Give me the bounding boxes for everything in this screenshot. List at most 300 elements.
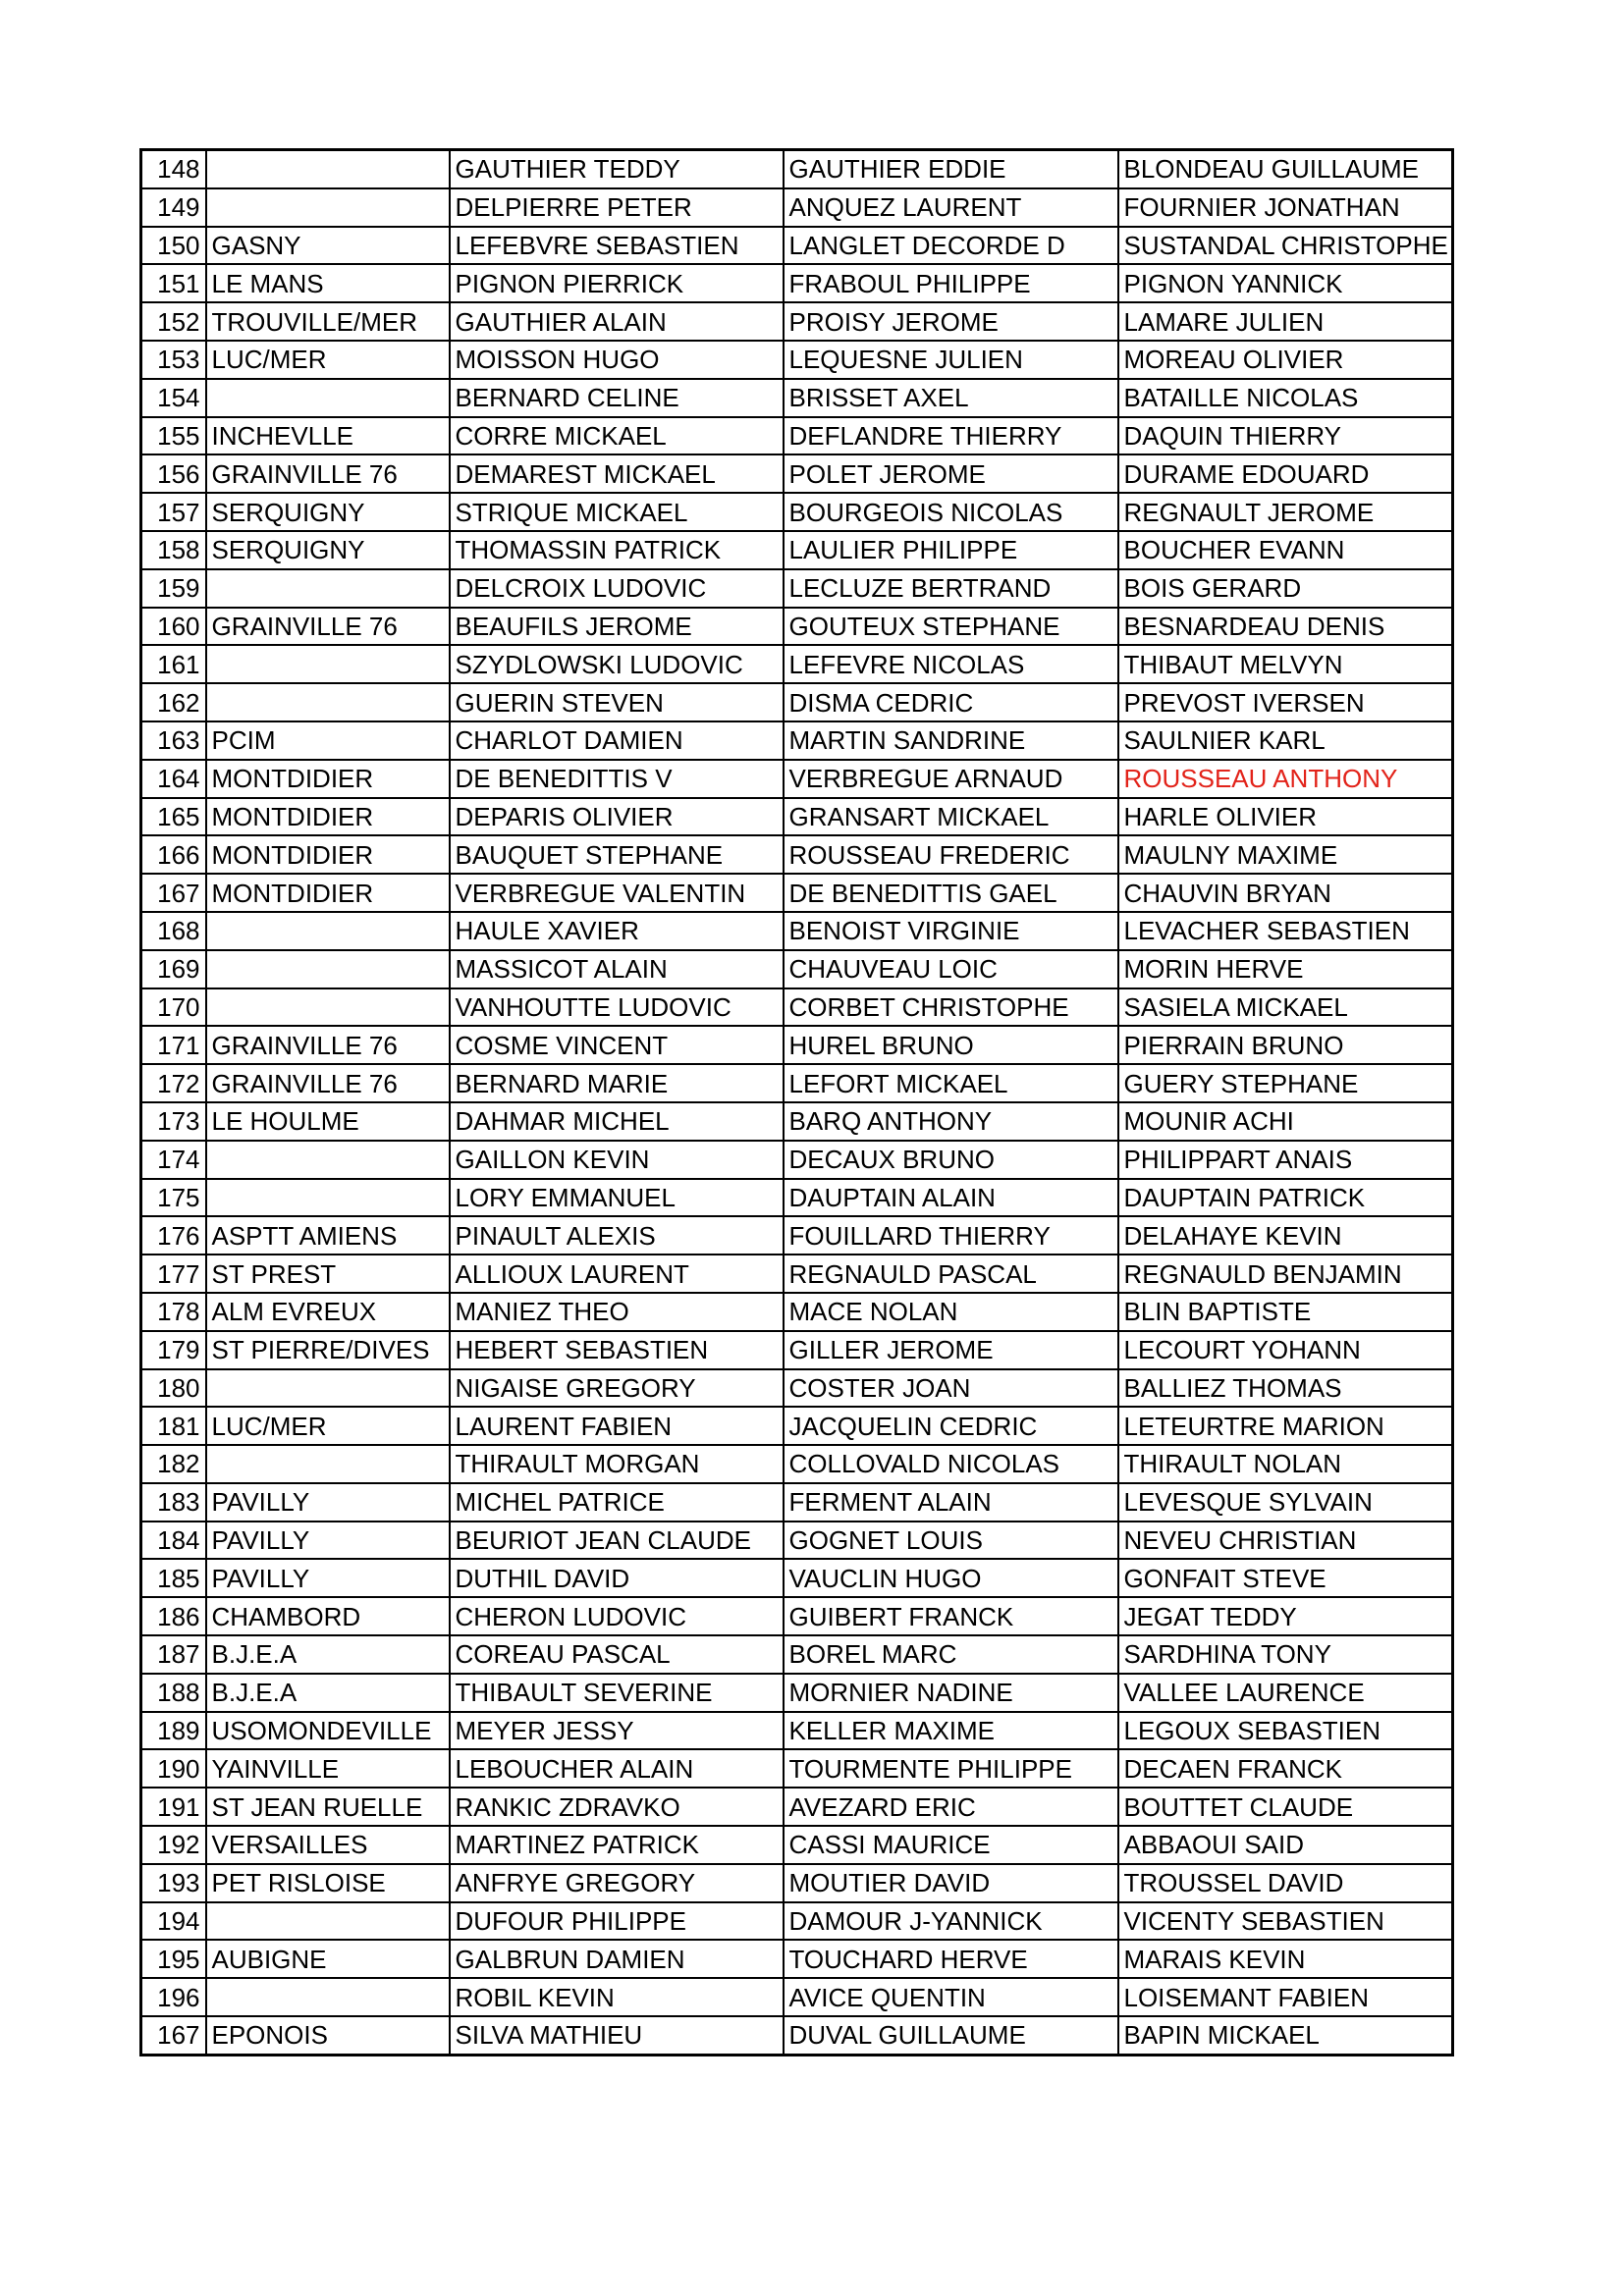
player-1-cell: MICHEL PATRICE xyxy=(450,1483,784,1522)
team-number-cell: 193 xyxy=(141,1864,206,1902)
team-number-cell: 181 xyxy=(141,1407,206,1445)
player-3-cell: BATAILLE NICOLAS xyxy=(1118,379,1453,417)
club-cell xyxy=(206,1141,450,1179)
club-cell: EPONOIS xyxy=(206,2016,450,2055)
player-3-cell: LEVESQUE SYLVAIN xyxy=(1118,1483,1453,1522)
player-3-cell: MORIN HERVE xyxy=(1118,950,1453,988)
club-cell: ASPTT AMIENS xyxy=(206,1216,450,1255)
team-number-cell: 148 xyxy=(141,150,206,188)
player-2-cell: HUREL BRUNO xyxy=(784,1026,1118,1064)
player-3-cell: PHILIPPART ANAIS xyxy=(1118,1141,1453,1179)
player-1-cell: ALLIOUX LAURENT xyxy=(450,1255,784,1293)
club-cell: GASNY xyxy=(206,227,450,265)
player-2-cell: FOUILLARD THIERRY xyxy=(784,1216,1118,1255)
player-3-cell: LEGOUX SEBASTIEN xyxy=(1118,1712,1453,1750)
player-1-cell: SZYDLOWSKI LUDOVIC xyxy=(450,645,784,683)
player-3-cell: LEVACHER SEBASTIEN xyxy=(1118,912,1453,950)
team-number-cell: 164 xyxy=(141,760,206,798)
table-row xyxy=(141,683,1453,721)
club-cell: ST JEAN RUELLE xyxy=(206,1788,450,1826)
team-number-cell: 184 xyxy=(141,1522,206,1560)
player-1-cell: HAULE XAVIER xyxy=(450,912,784,950)
player-2-cell: COLLOVALD NICOLAS xyxy=(784,1445,1118,1483)
club-cell xyxy=(206,188,450,227)
player-3-cell: VICENTY SEBASTIEN xyxy=(1118,1902,1453,1941)
player-2-cell: COSTER JOAN xyxy=(784,1369,1118,1408)
club-cell: MONTDIDIER xyxy=(206,760,450,798)
player-2-cell: TOURMENTE PHILIPPE xyxy=(784,1749,1118,1788)
team-number-cell: 150 xyxy=(141,227,206,265)
club-cell: GRAINVILLE 76 xyxy=(206,1026,450,1064)
table-row xyxy=(141,1522,1453,1560)
table-row xyxy=(141,950,1453,988)
player-2-cell: DECAUX BRUNO xyxy=(784,1141,1118,1179)
player-2-cell: BOURGEOIS NICOLAS xyxy=(784,493,1118,531)
club-cell: LUC/MER xyxy=(206,1407,450,1445)
club-cell xyxy=(206,1369,450,1408)
player-1-cell: DUFOUR PHILIPPE xyxy=(450,1902,784,1941)
table-row xyxy=(141,341,1453,379)
club-cell: VERSAILLES xyxy=(206,1826,450,1864)
player-2-cell: ANQUEZ LAURENT xyxy=(784,188,1118,227)
player-3-cell: MOREAU OLIVIER xyxy=(1118,341,1453,379)
player-3-cell: BLIN BAPTISTE xyxy=(1118,1293,1453,1331)
player-2-cell: ROUSSEAU FREDERIC xyxy=(784,835,1118,874)
player-3-cell: FOURNIER JONATHAN xyxy=(1118,188,1453,227)
player-2-cell: LEFEVRE NICOLAS xyxy=(784,645,1118,683)
player-3-cell: LECOURT YOHANN xyxy=(1118,1331,1453,1369)
club-cell: MONTDIDIER xyxy=(206,835,450,874)
team-number-cell: 191 xyxy=(141,1788,206,1826)
table-row xyxy=(141,1635,1453,1674)
team-number-cell: 158 xyxy=(141,531,206,569)
club-cell: PAVILLY xyxy=(206,1559,450,1597)
player-1-cell: ROBIL KEVIN xyxy=(450,1978,784,2016)
table-row xyxy=(141,645,1453,683)
player-2-cell: DISMA CEDRIC xyxy=(784,683,1118,721)
player-1-cell: LAURENT FABIEN xyxy=(450,1407,784,1445)
club-cell: PCIM xyxy=(206,721,450,760)
player-3-cell: BOIS GERARD xyxy=(1118,569,1453,608)
player-1-cell: RANKIC ZDRAVKO xyxy=(450,1788,784,1826)
player-2-cell: PROISY JEROME xyxy=(784,302,1118,341)
team-number-cell: 154 xyxy=(141,379,206,417)
player-1-cell: MASSICOT ALAIN xyxy=(450,950,784,988)
player-1-cell: VERBREGUE VALENTIN xyxy=(450,874,784,912)
player-2-cell: GRANSART MICKAEL xyxy=(784,798,1118,836)
team-number-cell: 190 xyxy=(141,1749,206,1788)
club-cell xyxy=(206,988,450,1027)
club-cell xyxy=(206,645,450,683)
player-2-cell: GILLER JEROME xyxy=(784,1331,1118,1369)
table-row xyxy=(141,1597,1453,1635)
player-2-cell: DEFLANDRE THIERRY xyxy=(784,417,1118,455)
table-row xyxy=(141,264,1453,302)
club-cell: USOMONDEVILLE xyxy=(206,1712,450,1750)
club-cell xyxy=(206,1902,450,1941)
player-3-cell: DAQUIN THIERRY xyxy=(1118,417,1453,455)
club-cell: MONTDIDIER xyxy=(206,874,450,912)
player-1-cell: DELPIERRE PETER xyxy=(450,188,784,227)
player-1-cell: BERNARD CELINE xyxy=(450,379,784,417)
player-1-cell: DE BENEDITTIS V xyxy=(450,760,784,798)
player-2-cell: BOREL MARC xyxy=(784,1635,1118,1674)
player-2-cell: GOUTEUX STEPHANE xyxy=(784,608,1118,646)
team-number-cell: 173 xyxy=(141,1102,206,1141)
team-number-cell: 194 xyxy=(141,1902,206,1941)
player-1-cell: LORY EMMANUEL xyxy=(450,1179,784,1217)
player-1-cell: THIBAULT SEVERINE xyxy=(450,1674,784,1712)
player-3-cell: DURAME EDOUARD xyxy=(1118,454,1453,493)
player-3-cell: GONFAIT STEVE xyxy=(1118,1559,1453,1597)
player-1-cell: MOISSON HUGO xyxy=(450,341,784,379)
player-1-cell: HEBERT SEBASTIEN xyxy=(450,1331,784,1369)
player-3-cell: LETEURTRE MARION xyxy=(1118,1407,1453,1445)
table-row xyxy=(141,1331,1453,1369)
player-2-cell: BENOIST VIRGINIE xyxy=(784,912,1118,950)
club-cell xyxy=(206,1445,450,1483)
player-2-cell: MARTIN SANDRINE xyxy=(784,721,1118,760)
player-1-cell: MARTINEZ PATRICK xyxy=(450,1826,784,1864)
player-1-cell: DEPARIS OLIVIER xyxy=(450,798,784,836)
table-row xyxy=(141,988,1453,1027)
club-cell: GRAINVILLE 76 xyxy=(206,454,450,493)
player-3-cell: NEVEU CHRISTIAN xyxy=(1118,1522,1453,1560)
player-1-cell: BEAUFILS JEROME xyxy=(450,608,784,646)
table-row xyxy=(141,1978,1453,2016)
table-row xyxy=(141,1293,1453,1331)
team-number-cell: 156 xyxy=(141,454,206,493)
table-row xyxy=(141,493,1453,531)
player-3-cell: THIBAUT MELVYN xyxy=(1118,645,1453,683)
club-cell: INCHEVLLE xyxy=(206,417,450,455)
table-row xyxy=(141,798,1453,836)
player-1-cell: CORRE MICKAEL xyxy=(450,417,784,455)
player-3-cell: SASIELA MICKAEL xyxy=(1118,988,1453,1027)
table-row xyxy=(141,1483,1453,1522)
player-3-cell: CHAUVIN BRYAN xyxy=(1118,874,1453,912)
player-3-cell: LOISEMANT FABIEN xyxy=(1118,1978,1453,2016)
player-2-cell: LEFORT MICKAEL xyxy=(784,1064,1118,1102)
player-2-cell: MORNIER NADINE xyxy=(784,1674,1118,1712)
player-1-cell: THIRAULT MORGAN xyxy=(450,1445,784,1483)
player-2-cell: LAULIER PHILIPPE xyxy=(784,531,1118,569)
team-number-cell: 163 xyxy=(141,721,206,760)
player-3-cell: DELAHAYE KEVIN xyxy=(1118,1216,1453,1255)
player-3-cell: PREVOST IVERSEN xyxy=(1118,683,1453,721)
club-cell: SERQUIGNY xyxy=(206,531,450,569)
team-number-cell: 168 xyxy=(141,912,206,950)
player-3-cell: BAPIN MICKAEL xyxy=(1118,2016,1453,2055)
player-3-cell: GUERY STEPHANE xyxy=(1118,1064,1453,1102)
player-2-cell: TOUCHARD HERVE xyxy=(784,1940,1118,1978)
player-2-cell: CHAUVEAU LOIC xyxy=(784,950,1118,988)
team-number-cell: 167 xyxy=(141,2016,206,2055)
table-row xyxy=(141,1026,1453,1064)
table-row xyxy=(141,912,1453,950)
player-1-cell: BEURIOT JEAN CLAUDE xyxy=(450,1522,784,1560)
player-2-cell: DUVAL GUILLAUME xyxy=(784,2016,1118,2055)
player-1-cell: CHERON LUDOVIC xyxy=(450,1597,784,1635)
table-row xyxy=(141,1902,1453,1941)
team-number-cell: 159 xyxy=(141,569,206,608)
player-3-cell: PIERRAIN BRUNO xyxy=(1118,1026,1453,1064)
player-3-cell: DECAEN FRANCK xyxy=(1118,1749,1453,1788)
club-cell: PAVILLY xyxy=(206,1483,450,1522)
team-number-cell: 161 xyxy=(141,645,206,683)
player-2-cell: AVICE QUENTIN xyxy=(784,1978,1118,2016)
club-cell: LE MANS xyxy=(206,264,450,302)
team-number-cell: 149 xyxy=(141,188,206,227)
table-row xyxy=(141,608,1453,646)
registration-table xyxy=(139,148,1454,2056)
table-row xyxy=(141,721,1453,760)
player-2-cell: POLET JEROME xyxy=(784,454,1118,493)
team-number-cell: 152 xyxy=(141,302,206,341)
player-1-cell: NIGAISE GREGORY xyxy=(450,1369,784,1408)
team-number-cell: 155 xyxy=(141,417,206,455)
table-row xyxy=(141,1216,1453,1255)
team-number-cell: 162 xyxy=(141,683,206,721)
player-1-cell: DELCROIX LUDOVIC xyxy=(450,569,784,608)
player-1-cell: STRIQUE MICKAEL xyxy=(450,493,784,531)
player-1-cell: LEBOUCHER ALAIN xyxy=(450,1749,784,1788)
player-3-cell: DAUPTAIN PATRICK xyxy=(1118,1179,1453,1217)
table-row xyxy=(141,1864,1453,1902)
player-3-cell: MAULNY MAXIME xyxy=(1118,835,1453,874)
player-1-cell: DEMAREST MICKAEL xyxy=(450,454,784,493)
player-2-cell: VERBREGUE ARNAUD xyxy=(784,760,1118,798)
player-3-cell: MARAIS KEVIN xyxy=(1118,1940,1453,1978)
team-number-cell: 153 xyxy=(141,341,206,379)
table-row xyxy=(141,1102,1453,1141)
table-row xyxy=(141,531,1453,569)
team-number-cell: 187 xyxy=(141,1635,206,1674)
table-row xyxy=(141,1445,1453,1483)
player-3-cell: ROUSSEAU ANTHONY xyxy=(1118,760,1453,798)
club-cell: GRAINVILLE 76 xyxy=(206,1064,450,1102)
club-cell: GRAINVILLE 76 xyxy=(206,608,450,646)
player-1-cell: ANFRYE GREGORY xyxy=(450,1864,784,1902)
player-2-cell: CORBET CHRISTOPHE xyxy=(784,988,1118,1027)
team-number-cell: 183 xyxy=(141,1483,206,1522)
table-row xyxy=(141,1064,1453,1102)
player-3-cell: REGNAULD BENJAMIN xyxy=(1118,1255,1453,1293)
player-3-cell: REGNAULT JEROME xyxy=(1118,493,1453,531)
player-2-cell: CASSI MAURICE xyxy=(784,1826,1118,1864)
team-number-cell: 171 xyxy=(141,1026,206,1064)
player-1-cell: COREAU PASCAL xyxy=(450,1635,784,1674)
club-cell: MONTDIDIER xyxy=(206,798,450,836)
player-2-cell: DAUPTAIN ALAIN xyxy=(784,1179,1118,1217)
player-3-cell: BOUCHER EVANN xyxy=(1118,531,1453,569)
club-cell: LE HOULME xyxy=(206,1102,450,1141)
table-row xyxy=(141,379,1453,417)
table-row xyxy=(141,1749,1453,1788)
table-row xyxy=(141,227,1453,265)
table-row xyxy=(141,302,1453,341)
player-1-cell: SILVA MATHIEU xyxy=(450,2016,784,2055)
player-2-cell: GAUTHIER EDDIE xyxy=(784,150,1118,188)
table-row xyxy=(141,1255,1453,1293)
club-cell: SERQUIGNY xyxy=(206,493,450,531)
table-body xyxy=(141,150,1453,2056)
player-3-cell: SAULNIER KARL xyxy=(1118,721,1453,760)
player-2-cell: JACQUELIN CEDRIC xyxy=(784,1407,1118,1445)
player-1-cell: LEFEBVRE SEBASTIEN xyxy=(450,227,784,265)
team-number-cell: 185 xyxy=(141,1559,206,1597)
player-2-cell: DAMOUR J-YANNICK xyxy=(784,1902,1118,1941)
table-row xyxy=(141,835,1453,874)
player-3-cell: BESNARDEAU DENIS xyxy=(1118,608,1453,646)
player-3-cell: MOUNIR ACHI xyxy=(1118,1102,1453,1141)
player-2-cell: MOUTIER DAVID xyxy=(784,1864,1118,1902)
table-row xyxy=(141,1826,1453,1864)
team-number-cell: 192 xyxy=(141,1826,206,1864)
player-2-cell: LANGLET DECORDE D xyxy=(784,227,1118,265)
player-1-cell: GAUTHIER TEDDY xyxy=(450,150,784,188)
team-number-cell: 170 xyxy=(141,988,206,1027)
team-number-cell: 182 xyxy=(141,1445,206,1483)
player-2-cell: FERMENT ALAIN xyxy=(784,1483,1118,1522)
team-number-cell: 167 xyxy=(141,874,206,912)
table-row xyxy=(141,1407,1453,1445)
club-cell xyxy=(206,1179,450,1217)
player-1-cell: MANIEZ THEO xyxy=(450,1293,784,1331)
team-number-cell: 176 xyxy=(141,1216,206,1255)
club-cell: ST PREST xyxy=(206,1255,450,1293)
player-3-cell: ABBAOUI SAID xyxy=(1118,1826,1453,1864)
team-number-cell: 175 xyxy=(141,1179,206,1217)
player-1-cell: CHARLOT DAMIEN xyxy=(450,721,784,760)
player-2-cell: DE BENEDITTIS GAEL xyxy=(784,874,1118,912)
player-1-cell: BERNARD MARIE xyxy=(450,1064,784,1102)
club-cell xyxy=(206,379,450,417)
table-row xyxy=(141,150,1453,188)
club-cell: B.J.E.A xyxy=(206,1635,450,1674)
player-1-cell: DUTHIL DAVID xyxy=(450,1559,784,1597)
player-3-cell: VALLEE LAURENCE xyxy=(1118,1674,1453,1712)
player-2-cell: REGNAULD PASCAL xyxy=(784,1255,1118,1293)
player-3-cell: THIRAULT NOLAN xyxy=(1118,1445,1453,1483)
player-1-cell: PIGNON PIERRICK xyxy=(450,264,784,302)
table-row xyxy=(141,760,1453,798)
team-number-cell: 186 xyxy=(141,1597,206,1635)
team-number-cell: 160 xyxy=(141,608,206,646)
club-cell xyxy=(206,1978,450,2016)
club-cell: B.J.E.A xyxy=(206,1674,450,1712)
team-number-cell: 189 xyxy=(141,1712,206,1750)
club-cell xyxy=(206,683,450,721)
player-1-cell: COSME VINCENT xyxy=(450,1026,784,1064)
player-3-cell: HARLE OLIVIER xyxy=(1118,798,1453,836)
player-2-cell: LECLUZE BERTRAND xyxy=(784,569,1118,608)
table-row xyxy=(141,1179,1453,1217)
club-cell: PET RISLOISE xyxy=(206,1864,450,1902)
player-1-cell: GAILLON KEVIN xyxy=(450,1141,784,1179)
table-row xyxy=(141,1369,1453,1408)
team-number-cell: 157 xyxy=(141,493,206,531)
club-cell xyxy=(206,950,450,988)
club-cell: CHAMBORD xyxy=(206,1597,450,1635)
player-1-cell: GAUTHIER ALAIN xyxy=(450,302,784,341)
team-number-cell: 151 xyxy=(141,264,206,302)
club-cell: YAINVILLE xyxy=(206,1749,450,1788)
player-3-cell: BOUTTET CLAUDE xyxy=(1118,1788,1453,1826)
club-cell: TROUVILLE/MER xyxy=(206,302,450,341)
team-number-cell: 166 xyxy=(141,835,206,874)
club-cell: LUC/MER xyxy=(206,341,450,379)
player-2-cell: MACE NOLAN xyxy=(784,1293,1118,1331)
player-2-cell: GUIBERT FRANCK xyxy=(784,1597,1118,1635)
club-cell: AUBIGNE xyxy=(206,1940,450,1978)
player-1-cell: PINAULT ALEXIS xyxy=(450,1216,784,1255)
club-cell: PAVILLY xyxy=(206,1522,450,1560)
player-2-cell: KELLER MAXIME xyxy=(784,1712,1118,1750)
table-row xyxy=(141,2016,1453,2055)
table-row xyxy=(141,569,1453,608)
player-1-cell: MEYER JESSY xyxy=(450,1712,784,1750)
player-3-cell: SUSTANDAL CHRISTOPHE xyxy=(1118,227,1453,265)
team-number-cell: 178 xyxy=(141,1293,206,1331)
player-3-cell: BALLIEZ THOMAS xyxy=(1118,1369,1453,1408)
player-1-cell: GALBRUN DAMIEN xyxy=(450,1940,784,1978)
club-cell xyxy=(206,150,450,188)
player-1-cell: DAHMAR MICHEL xyxy=(450,1102,784,1141)
table-row xyxy=(141,1712,1453,1750)
player-2-cell: VAUCLIN HUGO xyxy=(784,1559,1118,1597)
player-2-cell: FRABOUL PHILIPPE xyxy=(784,264,1118,302)
team-number-cell: 174 xyxy=(141,1141,206,1179)
player-2-cell: AVEZARD ERIC xyxy=(784,1788,1118,1826)
table-row xyxy=(141,1559,1453,1597)
club-cell: ST PIERRE/DIVES xyxy=(206,1331,450,1369)
player-1-cell: VANHOUTTE LUDOVIC xyxy=(450,988,784,1027)
club-cell xyxy=(206,569,450,608)
table-row xyxy=(141,454,1453,493)
player-2-cell: LEQUESNE JULIEN xyxy=(784,341,1118,379)
club-cell: ALM EVREUX xyxy=(206,1293,450,1331)
team-number-cell: 172 xyxy=(141,1064,206,1102)
table-row xyxy=(141,1674,1453,1712)
team-number-cell: 188 xyxy=(141,1674,206,1712)
table-row xyxy=(141,874,1453,912)
player-1-cell: GUERIN STEVEN xyxy=(450,683,784,721)
club-cell xyxy=(206,912,450,950)
team-number-cell: 169 xyxy=(141,950,206,988)
player-2-cell: BARQ ANTHONY xyxy=(784,1102,1118,1141)
player-1-cell: THOMASSIN PATRICK xyxy=(450,531,784,569)
player-3-cell: PIGNON YANNICK xyxy=(1118,264,1453,302)
team-number-cell: 180 xyxy=(141,1369,206,1408)
player-3-cell: JEGAT TEDDY xyxy=(1118,1597,1453,1635)
player-1-cell: BAUQUET STEPHANE xyxy=(450,835,784,874)
table-row xyxy=(141,1788,1453,1826)
player-3-cell: TROUSSEL DAVID xyxy=(1118,1864,1453,1902)
player-2-cell: BRISSET AXEL xyxy=(784,379,1118,417)
table-row xyxy=(141,1940,1453,1978)
team-number-cell: 177 xyxy=(141,1255,206,1293)
player-3-cell: LAMARE JULIEN xyxy=(1118,302,1453,341)
player-3-cell: SARDHINA TONY xyxy=(1118,1635,1453,1674)
table-row xyxy=(141,417,1453,455)
table-row xyxy=(141,188,1453,227)
player-2-cell: GOGNET LOUIS xyxy=(784,1522,1118,1560)
team-number-cell: 196 xyxy=(141,1978,206,2016)
team-number-cell: 179 xyxy=(141,1331,206,1369)
team-number-cell: 165 xyxy=(141,798,206,836)
team-number-cell: 195 xyxy=(141,1940,206,1978)
